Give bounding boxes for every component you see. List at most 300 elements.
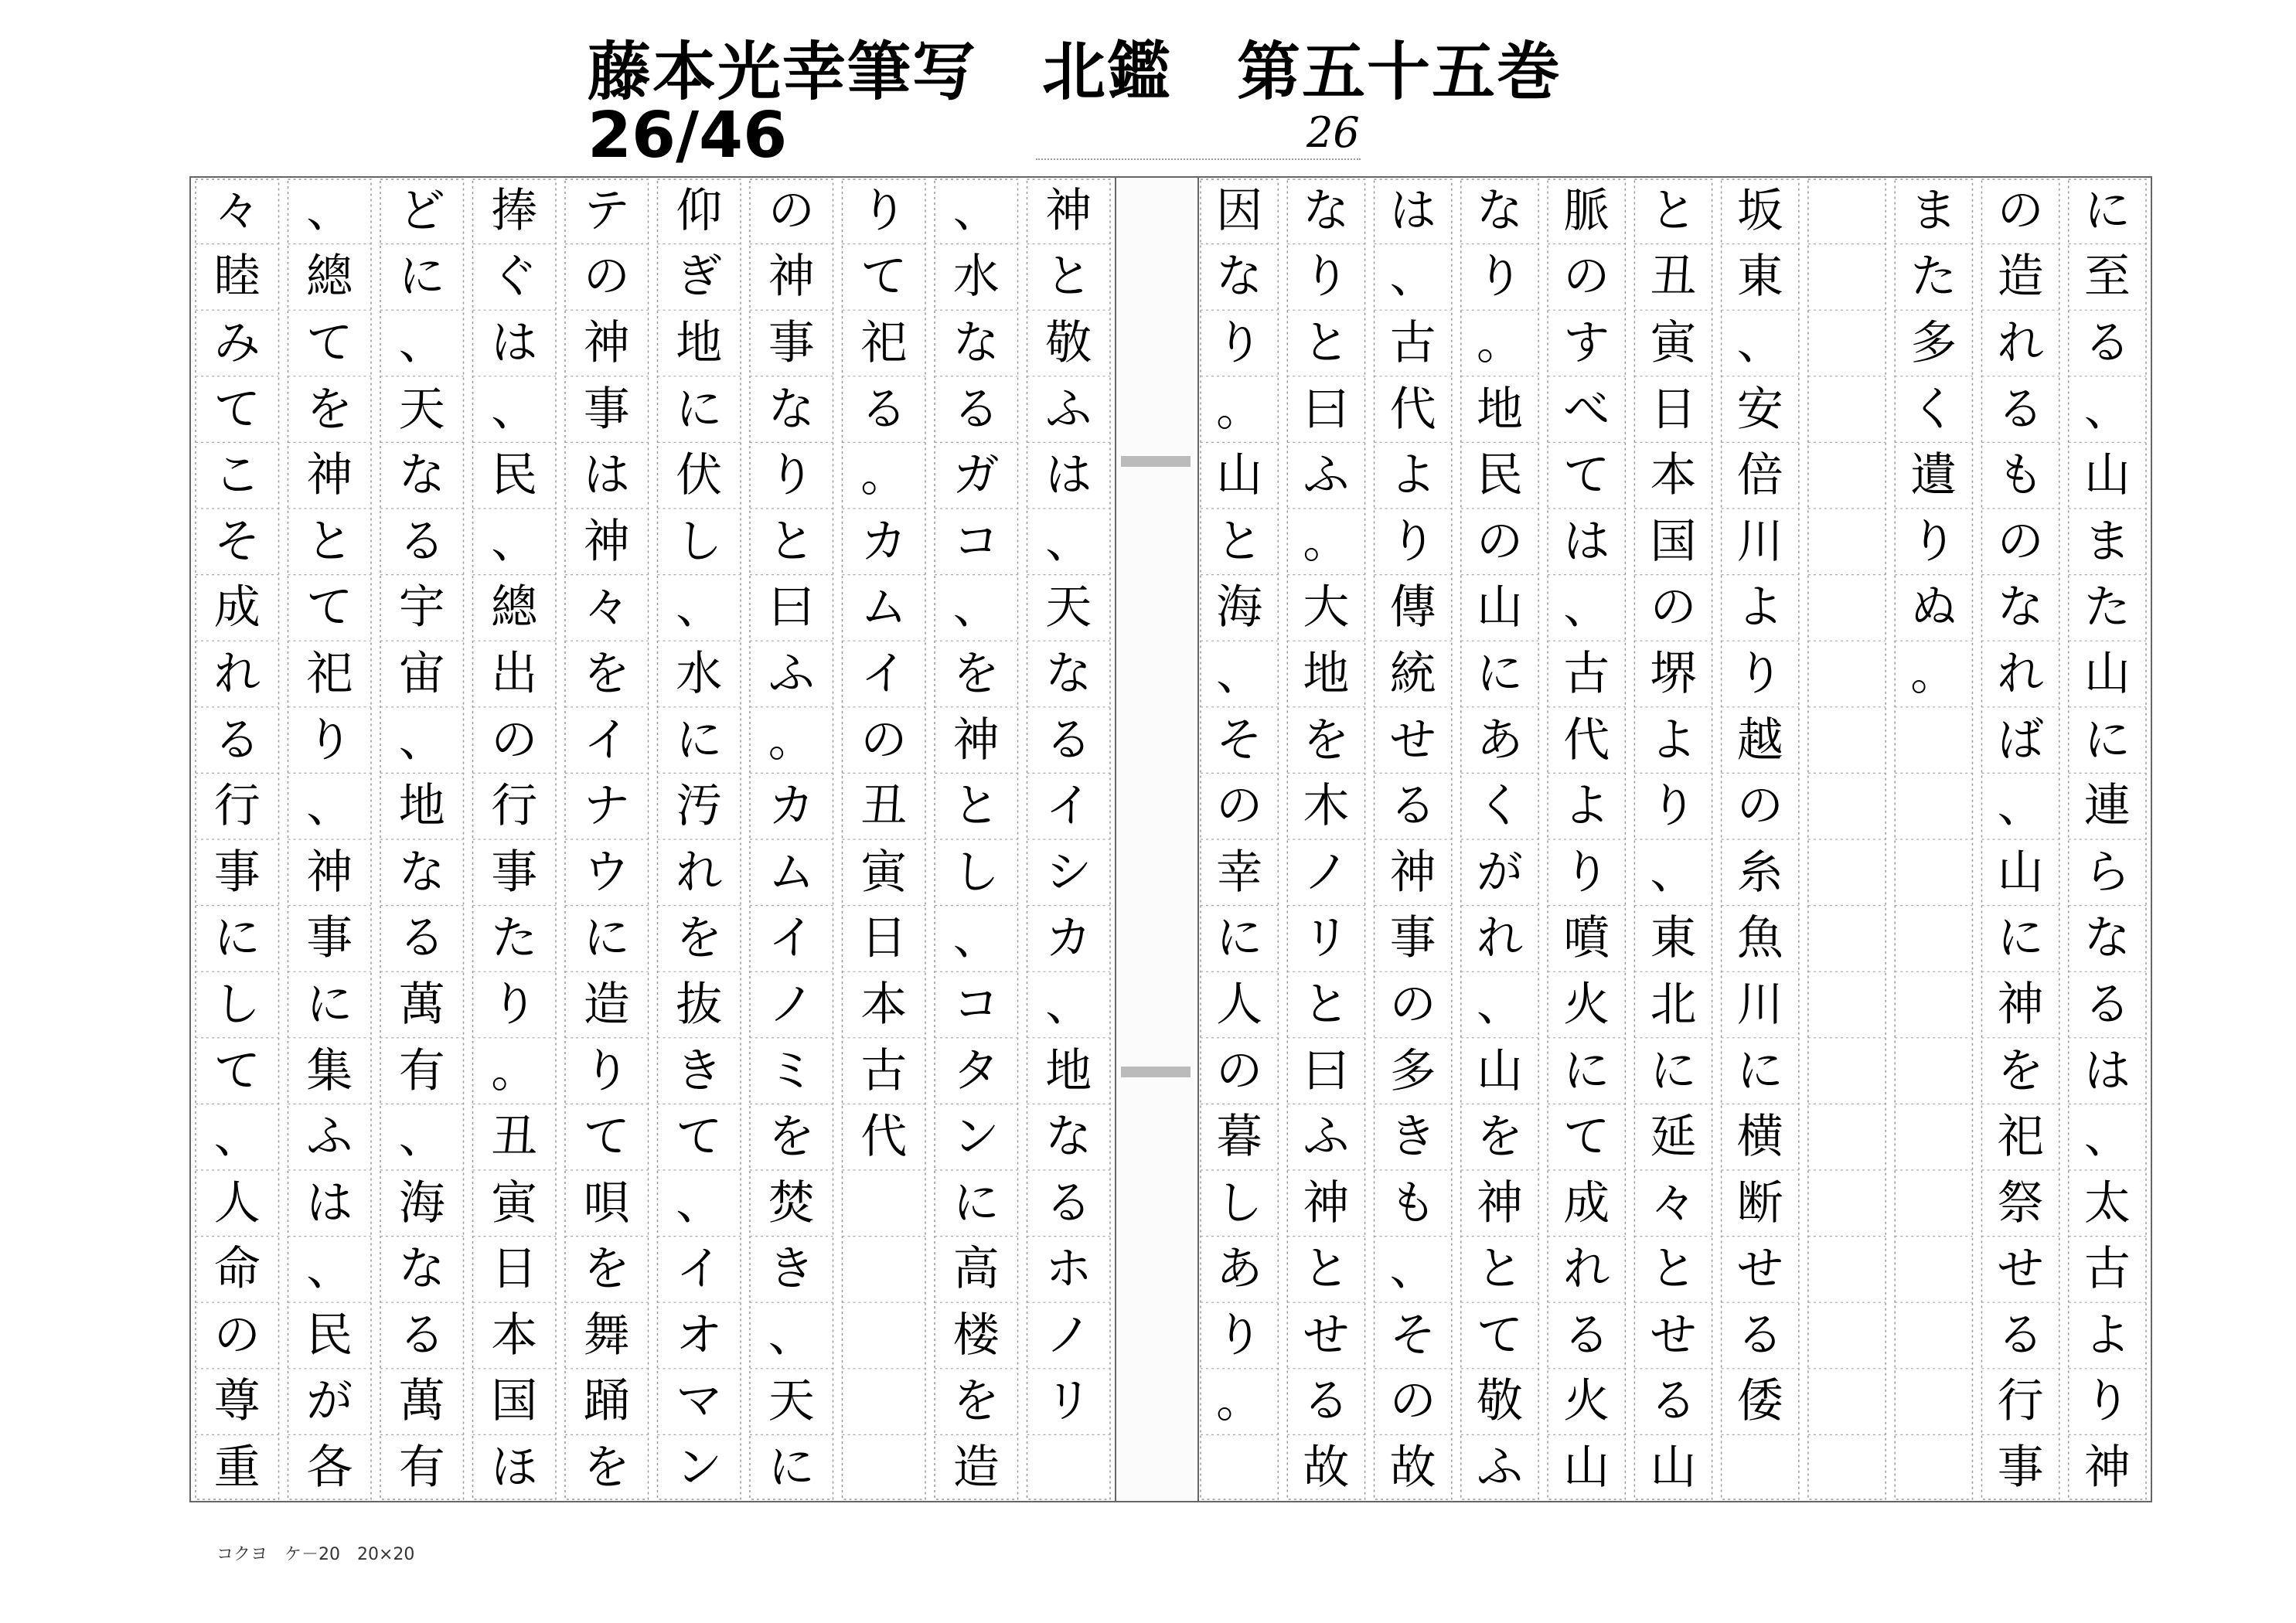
manuscript-cell: り [2083, 1374, 2131, 1429]
manuscript-cell: 、 [952, 183, 1000, 238]
manuscript-cell: 事 [1997, 1441, 2044, 1495]
manuscript-cell: よ [1650, 713, 1697, 767]
manuscript-cell: れ [213, 646, 261, 701]
manuscript-cell: な [1303, 183, 1350, 238]
manuscript-cell: 人 [213, 1176, 261, 1230]
manuscript-cell: 、 [491, 514, 538, 569]
manuscript-cell: 行 [1997, 1374, 2044, 1429]
manuscript-cell: の [213, 1308, 261, 1363]
manuscript-cell: 火 [1563, 977, 1610, 1032]
manuscript-cell: は [1389, 183, 1436, 238]
manuscript-cell: ぐ [491, 250, 538, 305]
manuscript-cell: 寅 [491, 1176, 538, 1230]
manuscript-cell: 丑 [860, 779, 908, 834]
manuscript-cell: 、 [1997, 779, 2044, 834]
manuscript-cell: と [1303, 1242, 1350, 1297]
manuscript-cell: 神 [306, 845, 353, 900]
manuscript-cell: 水 [952, 250, 1000, 305]
manuscript-cell: な [398, 1242, 445, 1297]
manuscript-cell: せ [1303, 1308, 1350, 1363]
manuscript-cell: に [676, 382, 723, 437]
manuscript-cell: に [2083, 713, 2131, 767]
manuscript-cell: 、 [768, 1308, 815, 1363]
manuscript-cell: も [1997, 448, 2044, 503]
manuscript-cell: 国 [491, 1374, 538, 1429]
manuscript-cell: 本 [860, 977, 908, 1032]
manuscript-cell: 萬 [398, 1374, 445, 1429]
manuscript-cell: 。 [1476, 315, 1523, 370]
left-page-column [653, 178, 746, 1501]
manuscript-cell: な [1997, 580, 2044, 635]
manuscript-cell: な [1045, 646, 1092, 701]
manuscript-cell: 集 [306, 1043, 353, 1098]
manuscript-cell: 神 [583, 315, 630, 370]
manuscript-cell: べ [1563, 382, 1610, 437]
manuscript-cell: 、 [306, 1242, 353, 1297]
manuscript-cell: 地 [676, 315, 723, 370]
manuscript-cell: 、 [1650, 845, 1697, 900]
manuscript-cell [1890, 707, 1977, 774]
manuscript-cell: の [1650, 580, 1697, 635]
manuscript-cell: ガ [952, 448, 1000, 503]
manuscript-cell: よ [1736, 580, 1783, 635]
manuscript-cell: ぬ [1910, 580, 1957, 635]
manuscript-cell: に [952, 1176, 1000, 1230]
manuscript-cell: し [1216, 1176, 1263, 1230]
manuscript-cell: 地 [1045, 1043, 1092, 1098]
manuscript-cell: 故 [1389, 1441, 1436, 1495]
manuscript-cell: ま [1910, 183, 1957, 238]
manuscript-cell: 天 [398, 382, 445, 437]
manuscript-cell: 傳 [1389, 580, 1436, 635]
manuscript-cell: の [1563, 250, 1610, 305]
manuscript-cell: そ [1389, 1308, 1436, 1363]
handwritten-page-number: 26 [1306, 108, 1360, 157]
manuscript-cell: が [306, 1374, 353, 1429]
manuscript-cell: り [1910, 514, 1957, 569]
manuscript-cell [1804, 971, 1890, 1038]
manuscript-cell [1804, 641, 1890, 707]
manuscript-cell [838, 1302, 931, 1369]
manuscript-cell: り [1476, 250, 1523, 305]
manuscript-cell: 、 [676, 1176, 723, 1230]
manuscript-cell: 脈 [1563, 183, 1610, 238]
manuscript-cell: り [1563, 845, 1610, 900]
manuscript-cell: の [860, 713, 908, 767]
manuscript-cell: り [1736, 646, 1783, 701]
manuscript-cell: り [1216, 1308, 1263, 1363]
manuscript-cell: 曰 [1303, 1043, 1350, 1098]
manuscript-cell: そ [213, 514, 261, 569]
manuscript-cell: を [583, 1441, 630, 1495]
manuscript-cell: 水 [676, 646, 723, 701]
manuscript-cell: ぎ [676, 250, 723, 305]
manuscript-cell: 事 [306, 911, 353, 966]
manuscript-cell: 天 [768, 1374, 815, 1429]
manuscript-cell: の [1476, 514, 1523, 569]
manuscript-cell: を [583, 646, 630, 701]
manuscript-cell: 事 [768, 315, 815, 370]
manuscript-cell: カ [1045, 911, 1092, 966]
manuscript-cell: し [676, 514, 723, 569]
manuscript-cell: 倍 [1736, 448, 1783, 503]
manuscript-cell: る [398, 911, 445, 966]
manuscript-cell: と [768, 514, 815, 569]
right-page-column [1717, 178, 1804, 1501]
manuscript-cell: を [1997, 1043, 2044, 1098]
manuscript-cell [1890, 1302, 1977, 1369]
manuscript-cell: 行 [213, 779, 261, 834]
manuscript-cell: 事 [213, 845, 261, 900]
manuscript-cell: 山 [1997, 845, 2044, 900]
manuscript-cell: 噴 [1563, 911, 1610, 966]
manuscript-cell: 遺 [1910, 448, 1957, 503]
manuscript-cell: 、 [398, 315, 445, 370]
manuscript-cell [1890, 1369, 1977, 1435]
manuscript-cell [1804, 244, 1890, 311]
manuscript-cell: 堺 [1650, 646, 1697, 701]
manuscript-cell: 行 [491, 779, 538, 834]
manuscript-cell: 天 [1045, 580, 1092, 635]
manuscript-cell: に [1476, 646, 1523, 701]
right-page-column [2064, 178, 2151, 1501]
manuscript-cell: 因 [1216, 183, 1263, 238]
manuscript-cell: 造 [1997, 250, 2044, 305]
manuscript-cell: 々 [583, 580, 630, 635]
manuscript-cell: 古 [2083, 1242, 2131, 1297]
manuscript-cell: 坂 [1736, 183, 1783, 238]
manuscript-cell: ふ [1303, 448, 1350, 503]
manuscript-cell: 魚 [1736, 911, 1783, 966]
manuscript-cell: 北 [1650, 977, 1697, 1032]
manuscript-cell: 、 [1736, 315, 1783, 370]
manuscript-cell: 連 [2083, 779, 2131, 834]
manuscript-cell: 、 [491, 382, 538, 437]
manuscript-cell: て [583, 1110, 630, 1165]
manuscript-cell: 丑 [491, 1110, 538, 1165]
manuscript-cell: に [768, 1441, 815, 1495]
manuscript-cell: ど [398, 183, 445, 238]
manuscript-cell: 神 [1045, 183, 1092, 238]
manuscript-cell: 祀 [306, 646, 353, 701]
manuscript-cell: 事 [583, 382, 630, 437]
manuscript-cell: ウ [583, 845, 630, 900]
manuscript-cell: 宙 [398, 646, 445, 701]
manuscript-cell: る [2083, 977, 2131, 1032]
manuscript-cell: れ [676, 845, 723, 900]
manuscript-cell: の [1997, 183, 2044, 238]
manuscript-cell [838, 1369, 931, 1435]
manuscript-cell: 睦 [213, 250, 261, 305]
manuscript-cell [1804, 509, 1890, 575]
manuscript-cell: 越 [1736, 713, 1783, 767]
manuscript-cell: 。 [1216, 1374, 1263, 1429]
manuscript-cell [1804, 1302, 1890, 1369]
manuscript-cell: る [213, 713, 261, 767]
manuscript-cell: る [1303, 1374, 1350, 1429]
manuscript-cell: ふ [1476, 1441, 1523, 1495]
manuscript-cell: 捧 [491, 183, 538, 238]
manuscript-cell: て [1563, 448, 1610, 503]
manuscript-cell: よ [1389, 448, 1436, 503]
manuscript-cell: 民 [491, 448, 538, 503]
manuscript-cell: 、 [952, 580, 1000, 635]
manuscript-cell: 、 [398, 1110, 445, 1165]
manuscript-cell: り [491, 977, 538, 1032]
manuscript-cell: に [398, 250, 445, 305]
manuscript-cell: 成 [213, 580, 261, 635]
manuscript-cell: シ [1045, 845, 1092, 900]
manuscript-cell: し [213, 977, 261, 1032]
manuscript-cell: 民 [306, 1308, 353, 1363]
left-page-column [284, 178, 376, 1501]
page-count: 26/46 [588, 99, 788, 172]
manuscript-cell: 汚 [676, 779, 723, 834]
manuscript-cell: ナ [583, 779, 630, 834]
manuscript-cell: て [306, 580, 353, 635]
manuscript-cell: 地 [398, 779, 445, 834]
manuscript-cell: 地 [1476, 382, 1523, 437]
manuscript-cell [1804, 575, 1890, 641]
manuscript-cell: 神 [306, 448, 353, 503]
manuscript-cell: と [1650, 183, 1697, 238]
manuscript-cell: 本 [491, 1308, 538, 1363]
manuscript-cell: 山 [2083, 646, 2131, 701]
manuscript-cell: 尊 [213, 1374, 261, 1429]
manuscript-cell: と [1303, 977, 1350, 1032]
manuscript-cell [1804, 376, 1890, 443]
manuscript-cell: る [1045, 1176, 1092, 1230]
manuscript-cell: と [952, 779, 1000, 834]
manuscript-cell: を [306, 382, 353, 437]
manuscript-cell: と [1045, 250, 1092, 305]
manuscript-cell: ン [676, 1441, 723, 1495]
manuscript-cell: 宇 [398, 580, 445, 635]
manuscript-cell: 、 [2083, 1110, 2131, 1165]
manuscript-cell: リ [1303, 911, 1350, 966]
manuscript-cell [1804, 839, 1890, 906]
manuscript-cell: 。 [1910, 646, 1957, 701]
right-page-column [1543, 178, 1630, 1501]
manuscript-cell: 踊 [583, 1374, 630, 1429]
manuscript-cell: 成 [1563, 1176, 1610, 1230]
manuscript-cell: て [213, 382, 261, 437]
manuscript-cell: 大 [1303, 580, 1350, 635]
manuscript-cell [838, 1434, 931, 1501]
manuscript-cell: な [398, 448, 445, 503]
manuscript-cell: 古 [1563, 646, 1610, 701]
manuscript-cell: の [1389, 1374, 1436, 1429]
manuscript-cell: 。 [1303, 514, 1350, 569]
gutter-mark-top [1121, 456, 1191, 467]
manuscript-cell: イ [1045, 779, 1092, 834]
manuscript-cell: 幸 [1216, 845, 1263, 900]
manuscript-cell: 暮 [1216, 1110, 1263, 1165]
manuscript-cell: る [952, 382, 1000, 437]
paper-spec: コクヨ ケ－20 20×20 [216, 1545, 415, 1564]
manuscript-cell: テ [583, 183, 630, 238]
manuscript-cell: 神 [1476, 1176, 1523, 1230]
manuscript-cell: る [398, 514, 445, 569]
manuscript-cell: ふ [768, 646, 815, 701]
manuscript-cell: 、 [1389, 1242, 1436, 1297]
manuscript-cell: 。 [860, 448, 908, 503]
manuscript-cell: 祀 [860, 315, 908, 370]
manuscript-cell: は [583, 448, 630, 503]
manuscript-cell: 丑 [1650, 250, 1697, 305]
manuscript-cell: が [1476, 845, 1523, 900]
manuscript-cell: れ [1997, 646, 2044, 701]
manuscript-cell: 東 [1736, 250, 1783, 305]
manuscript-cell: 神 [952, 713, 1000, 767]
manuscript-cell [1890, 839, 1977, 906]
manuscript-cell: せ [1389, 713, 1436, 767]
manuscript-cell: 至 [2083, 250, 2131, 305]
manuscript-cell: タ [952, 1043, 1000, 1098]
manuscript-cell: 、 [2083, 382, 2131, 437]
manuscript-cell: れ [1563, 1242, 1610, 1297]
manuscript-cell: 多 [1389, 1043, 1436, 1098]
manuscript-cell [1804, 1038, 1890, 1104]
manuscript-cell: イ [583, 713, 630, 767]
manuscript-cell: と [306, 514, 353, 569]
manuscript-cell: 、 [1216, 646, 1263, 701]
manuscript-cell: る [1045, 713, 1092, 767]
manuscript-cell: の [768, 183, 815, 238]
manuscript-cell: 本 [1650, 448, 1697, 503]
manuscript-cell: 高 [952, 1242, 1000, 1297]
manuscript-cell: 代 [860, 1110, 908, 1165]
manuscript-cell: 敬 [1476, 1374, 1523, 1429]
manuscript-cell: と [1476, 1242, 1523, 1297]
manuscript-cell: て [1563, 1110, 1610, 1165]
manuscript-cell: を [583, 1242, 630, 1297]
manuscript-cell: の [491, 713, 538, 767]
manuscript-cell [1023, 1434, 1116, 1501]
manuscript-cell [1804, 1104, 1890, 1170]
manuscript-cell: 日 [1650, 382, 1697, 437]
left-page-column [838, 178, 931, 1501]
manuscript-cell: ノ [768, 977, 815, 1032]
manuscript-cell [1804, 707, 1890, 774]
manuscript-cell: 、 [1476, 977, 1523, 1032]
manuscript-cell: り [1650, 779, 1697, 834]
manuscript-cell: ホ [1045, 1242, 1092, 1297]
manuscript-cell: な [1216, 250, 1263, 305]
manuscript-cell: 東 [1650, 911, 1697, 966]
manuscript-cell: 曰 [768, 580, 815, 635]
manuscript-cell: ノ [1045, 1308, 1092, 1363]
manuscript-cell: 山 [1563, 1441, 1610, 1495]
manuscript-cell: に [1650, 1043, 1697, 1098]
manuscript-cell [1890, 971, 1977, 1038]
manuscript-cell: 、 [676, 580, 723, 635]
manuscript-cell: く [1476, 779, 1523, 834]
manuscript-cell: 萬 [398, 977, 445, 1032]
manuscript-cell [1804, 1434, 1890, 1501]
manuscript-cell: 、 [306, 779, 353, 834]
manuscript-cell: 糸 [1736, 845, 1783, 900]
left-page-column [560, 178, 653, 1501]
manuscript-cell: の [1216, 1043, 1263, 1098]
manuscript-cell: た [1910, 250, 1957, 305]
manuscript-cell: る [860, 382, 908, 437]
manuscript-cell: 、 [306, 183, 353, 238]
manuscript-cell: ミ [768, 1043, 815, 1098]
manuscript-cell: 總 [306, 250, 353, 305]
right-page-column [1456, 178, 1543, 1501]
manuscript-cell: 敬 [1045, 315, 1092, 370]
manuscript-cell: る [1563, 1308, 1610, 1363]
manuscript-cell: ム [860, 580, 908, 635]
manuscript-cell [1890, 773, 1977, 839]
manuscript-cell: 横 [1736, 1110, 1783, 1165]
manuscript-cell: 、 [213, 1110, 261, 1165]
manuscript-cell [1804, 1237, 1890, 1303]
manuscript-cell: り [860, 183, 908, 238]
left-page [191, 178, 1115, 1501]
right-page-column [1890, 178, 1977, 1501]
manuscript-cell: き [676, 1043, 723, 1098]
manuscript-cell: 山 [1476, 580, 1523, 635]
manuscript-cell: と [1650, 1242, 1697, 1297]
manuscript-cell: 安 [1736, 382, 1783, 437]
manuscript-cell: こ [213, 448, 261, 503]
manuscript-cell: せ [1997, 1242, 2044, 1297]
manuscript-cell: な [398, 845, 445, 900]
manuscript-cell: 古 [860, 1043, 908, 1098]
manuscript-cell: り [1303, 250, 1350, 305]
manuscript-cell: あ [1216, 1242, 1263, 1297]
manuscript-cell: は [1045, 448, 1092, 503]
left-page-column [468, 178, 561, 1501]
manuscript-cell: 抜 [676, 977, 723, 1032]
manuscript-cell: コ [952, 977, 1000, 1032]
manuscript-cell: は [491, 315, 538, 370]
manuscript-cell: れ [1997, 315, 2044, 370]
manuscript-cell: に [1736, 1043, 1783, 1098]
manuscript-cell: イ [768, 911, 815, 966]
left-page-column [191, 178, 284, 1501]
manuscript-cell: カ [860, 514, 908, 569]
manuscript-cell: た [2083, 580, 2131, 635]
right-page-column [1630, 178, 1716, 1501]
manuscript-cell: 断 [1736, 1176, 1783, 1230]
manuscript-cell: を [952, 646, 1000, 701]
right-page-column [1977, 178, 2063, 1501]
manuscript-cell: 、 [1563, 580, 1610, 635]
manuscript-cell: に [2083, 183, 2131, 238]
manuscript-cell: て [676, 1110, 723, 1165]
manuscript-cell: に [1216, 911, 1263, 966]
manuscript-cell: の [1997, 514, 2044, 569]
manuscript-cell [838, 1237, 931, 1303]
manuscript-cell: み [213, 315, 261, 370]
manuscript-cell: ム [768, 845, 815, 900]
manuscript-cell [1890, 906, 1977, 972]
right-page-column [1804, 178, 1890, 1501]
manuscript-cell: の [583, 250, 630, 305]
manuscript-cell: り [306, 713, 353, 767]
manuscript-cell: も [1389, 1176, 1436, 1230]
manuscript-cell: を [952, 1374, 1000, 1429]
manuscript-cell: 曰 [1303, 382, 1350, 437]
manuscript-cell: 各 [306, 1441, 353, 1495]
manuscript-cell: た [491, 911, 538, 966]
manuscript-cell: に [583, 911, 630, 966]
manuscript-cell: 火 [1563, 1374, 1610, 1429]
manuscript-cell: く [1910, 382, 1957, 437]
